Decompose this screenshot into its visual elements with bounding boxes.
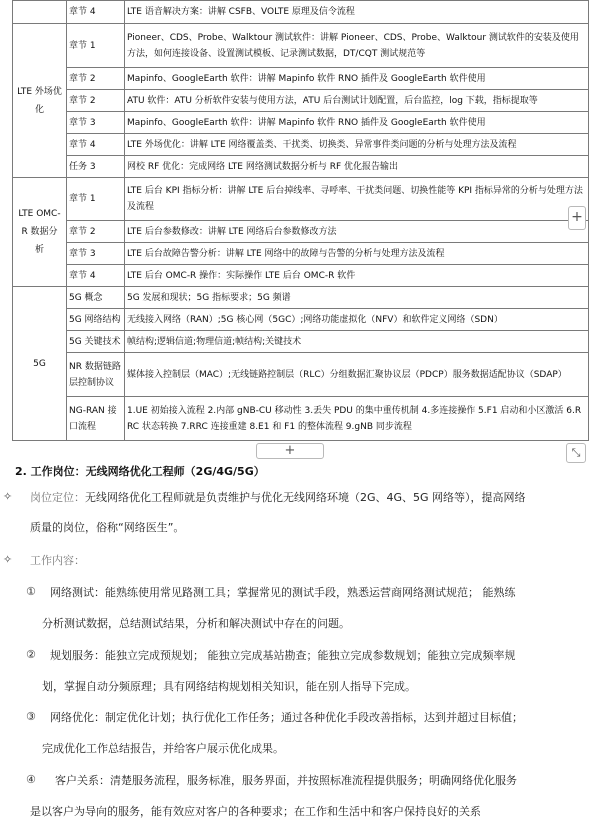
- table-row: [13, 68, 589, 90]
- position-line-2: 质量的岗位，俗称“网络医生”。: [30, 521, 185, 534]
- add-column-button[interactable]: +: [568, 206, 586, 230]
- table-row: [13, 309, 589, 331]
- section-cell: 5G 网络结构: [67, 309, 125, 331]
- add-row-button[interactable]: +: [256, 443, 324, 459]
- item-3-line-1: 网络优化：制定优化计划；执行优化工作任务；通过各种优化手段改善指标，达到并超过目标值；: [50, 711, 523, 724]
- table-row: [13, 221, 589, 243]
- section-cell: 章节 2: [67, 221, 125, 243]
- content-cell: Mapinfo、GoogleEarth 软件：讲解 Mapinfo 软件 RNO 插件及 GoogleEarth 软件使用: [125, 68, 589, 90]
- content-cell: 无线接入网络（RAN）;5G 核心网（5GC）;网络功能虚拟化（NFV）和软件定义网络（SDN）: [125, 309, 589, 331]
- content-cell: LTE 后台参数修改：讲解 LTE 网络后台参数修改方法: [125, 221, 589, 243]
- section-heading: 2. 工作岗位：无线网络优化工程师（2G/4G/5G）: [15, 465, 265, 478]
- section-cell: 章节 4: [67, 265, 125, 287]
- table-row: [13, 353, 589, 397]
- table-row: [13, 112, 589, 134]
- table-row: [13, 331, 589, 353]
- item-number: ④: [26, 773, 36, 786]
- resize-handle-icon[interactable]: ⤡: [566, 443, 586, 463]
- item-4-line-2: 是以客户为导向的服务，能有效应对客户的各种要求；在工作和生活中和客户保持良好的关系: [30, 805, 481, 818]
- content-cell: 帧结构;逻辑信道;物理信道;帧结构;关键技术: [125, 331, 589, 353]
- item-2-line-2: 划，掌握自动分频原理；具有网络结构规划相关知识，能在别人指导下完成。: [42, 680, 416, 693]
- section-cell: 章节 2: [67, 90, 125, 112]
- position-text: 无线网络优化工程师就是负责维护与优化无线网络环境（2G、4G、5G 网络等），提高网络: [85, 491, 526, 504]
- table-row: [13, 1, 589, 24]
- item-3-line-2: 完成优化工作总结报告，并给客户展示优化成果。: [42, 742, 284, 755]
- content-cell: LTE 后台 KPI 指标分析：讲解 LTE 后台掉线率、寻呼率、干扰类问题、切换性能等 KPI 指标异常的分析与处理方法及流程: [125, 178, 589, 221]
- section-cell: 章节 4: [67, 134, 125, 156]
- table-row: [13, 134, 589, 156]
- content-label: 工作内容：: [30, 554, 85, 567]
- item-number: ①: [26, 585, 36, 598]
- content-cell: 5G 发展和现状；5G 指标要求；5G 频谱: [125, 287, 589, 309]
- content-cell: LTE 后台故障告警分析：讲解 LTE 网络中的故障与告警的分析与处理方法及流程: [125, 243, 589, 265]
- content-cell: 1.UE 初始接入流程 2.内部 gNB-CU 移动性 3.丢失 PDU 的集中重传机制 4.多连接操作 5.F1 启动和小区激活 6.RRC 状态转换 7.RRC 连接重建 8.E1 和 F1 的整体流程 9.gNB 同步流程: [125, 397, 589, 441]
- table-row: [13, 287, 589, 309]
- content-cell: LTE 后台 OMC-R 操作：实际操作 LTE 后台 OMC-R 软件: [125, 265, 589, 287]
- table-row: [13, 265, 589, 287]
- table-row: [13, 397, 589, 441]
- item-4-line-1: 客户关系：清楚服务流程，服务标准，服务界面，并按照标准流程提供服务；明确网络优化服务: [55, 774, 517, 787]
- content-cell: Pioneer、CDS、Probe、Walktour 测试软件：讲解 Pioneer、CDS、Probe、Walktour 测试软件的安装及使用方法，如何连接设备、设置测试模板、记录测试数据，DT/CQT 测试规范等: [125, 24, 589, 68]
- item-number: ②: [26, 648, 36, 661]
- section-cell: 5G 关键技术: [67, 331, 125, 353]
- table-row: [13, 156, 589, 178]
- diamond-bullet-icon: ✧: [3, 490, 13, 503]
- content-cell: 媒体接入控制层（MAC）;无线链路控制层（RLC）分组数据汇聚协议层（PDCP）服务数据适配协议（SDAP）: [125, 353, 589, 397]
- table-row: [13, 178, 589, 221]
- group-cell-5g: 5G: [13, 287, 67, 441]
- group-cell-lte-omc: LTE OMC-R 数据分析: [13, 178, 67, 287]
- table-row: [13, 90, 589, 112]
- table-row: [13, 243, 589, 265]
- section-cell: 章节 4: [67, 1, 125, 24]
- section-cell: NG-RAN 接口流程: [67, 397, 125, 441]
- content-cell: ATU 软件：ATU 分析软件安装与使用方法，ATU 后台测试计划配置，后台监控，log 下载，指标提取等: [125, 90, 589, 112]
- section-cell: 5G 概念: [67, 287, 125, 309]
- section-cell: 章节 3: [67, 243, 125, 265]
- group-cell: [13, 1, 67, 24]
- item-2-line-1: 规划服务：能独立完成预规划； 能独立完成基站勘查；能独立完成参数规划；能独立完成频率规: [50, 649, 516, 662]
- section-cell: 章节 2: [67, 68, 125, 90]
- course-table: [12, 0, 589, 441]
- content-cell: Mapinfo、GoogleEarth 软件：讲解 Mapinfo 软件 RNO 插件及 GoogleEarth 软件使用: [125, 112, 589, 134]
- position-label: 岗位定位：: [30, 491, 85, 504]
- group-cell-lte-field: LTE 外场优化: [13, 24, 67, 178]
- item-number: ③: [26, 710, 36, 723]
- position-line-1: [30, 490, 526, 506]
- diamond-bullet-icon: ✧: [3, 553, 13, 566]
- content-cell: LTE 语音解决方案：讲解 CSFB、VOLTE 原理及信令流程: [125, 1, 589, 24]
- table-row: [13, 24, 589, 68]
- item-1-line-2: 分析测试数据，总结测试结果，分析和解决测试中存在的问题。: [42, 617, 350, 630]
- section-cell: NR 数据链路层控制协议: [67, 353, 125, 397]
- section-cell: 章节 1: [67, 24, 125, 68]
- content-cell: 网校 RF 优化：完成网络 LTE 网络测试数据分析与 RF 优化报告输出: [125, 156, 589, 178]
- section-cell: 任务 3: [67, 156, 125, 178]
- section-cell: 章节 3: [67, 112, 125, 134]
- section-cell: 章节 1: [67, 178, 125, 221]
- content-cell: LTE 外场优化：讲解 LTE 网络覆盖类、干扰类、切换类、异常事件类问题的分析与处理方法及流程: [125, 134, 589, 156]
- item-1-line-1: 网络测试：能熟练使用常见路测工具；掌握常见的测试手段，熟悉运营商网络测试规范； 能熟练: [50, 586, 516, 599]
